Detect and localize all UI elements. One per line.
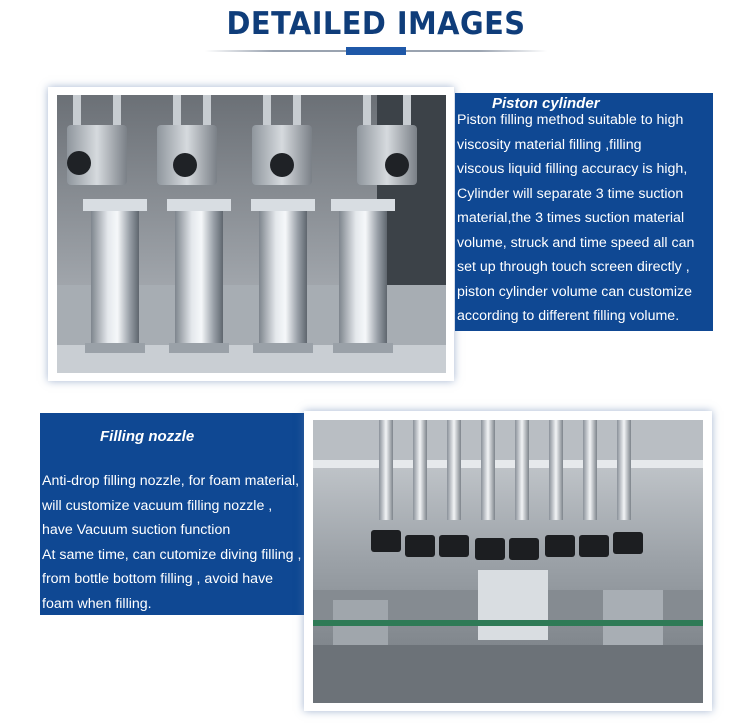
piston-cylinder-title: Piston cylinder — [492, 95, 600, 112]
piston-cylinder-line: volume, struck and time speed all can — [457, 235, 695, 251]
piston-cylinder-line: piston cylinder volume can customize — [457, 284, 692, 300]
filling-nozzle-line: At same time, can cutomize diving filling , — [42, 547, 302, 563]
piston-cylinder-line: Cylinder will separate 3 time suction — [457, 186, 684, 202]
piston-cylinder-panel — [455, 93, 713, 331]
filling-nozzle-title: Filling nozzle — [100, 428, 195, 445]
filling-nozzle-photo-frame — [304, 411, 712, 711]
piston-cylinder-line: set up through touch screen directly , — [457, 259, 690, 275]
piston-cylinder-line: material,the 3 times suction material — [457, 210, 685, 226]
page-title: DETAILED IMAGES — [226, 6, 526, 42]
filling-nozzle-line: Anti-drop filling nozzle, for foam material, — [42, 473, 300, 489]
filling-nozzle-photo — [313, 420, 703, 703]
filling-nozzle-line: will customize vacuum filling nozzle , — [42, 498, 273, 514]
piston-cylinder-photo-frame — [48, 87, 454, 381]
piston-cylinder-line: viscosity material filling ,filling — [457, 137, 642, 153]
filling-nozzle-panel — [40, 413, 307, 615]
piston-cylinder-line: Piston filling method suitable to high — [457, 112, 684, 128]
piston-cylinder-line: according to different filling volume. — [457, 308, 680, 324]
piston-cylinder-photo — [57, 95, 446, 373]
title-accent-bar — [346, 47, 406, 55]
filling-nozzle-line: have Vacuum suction function — [42, 522, 231, 538]
piston-cylinder-line: viscous liquid filling accuracy is high, — [457, 161, 688, 177]
filling-nozzle-line: foam when filling. — [42, 596, 152, 612]
filling-nozzle-line: from bottle bottom filling , avoid have — [42, 571, 274, 587]
